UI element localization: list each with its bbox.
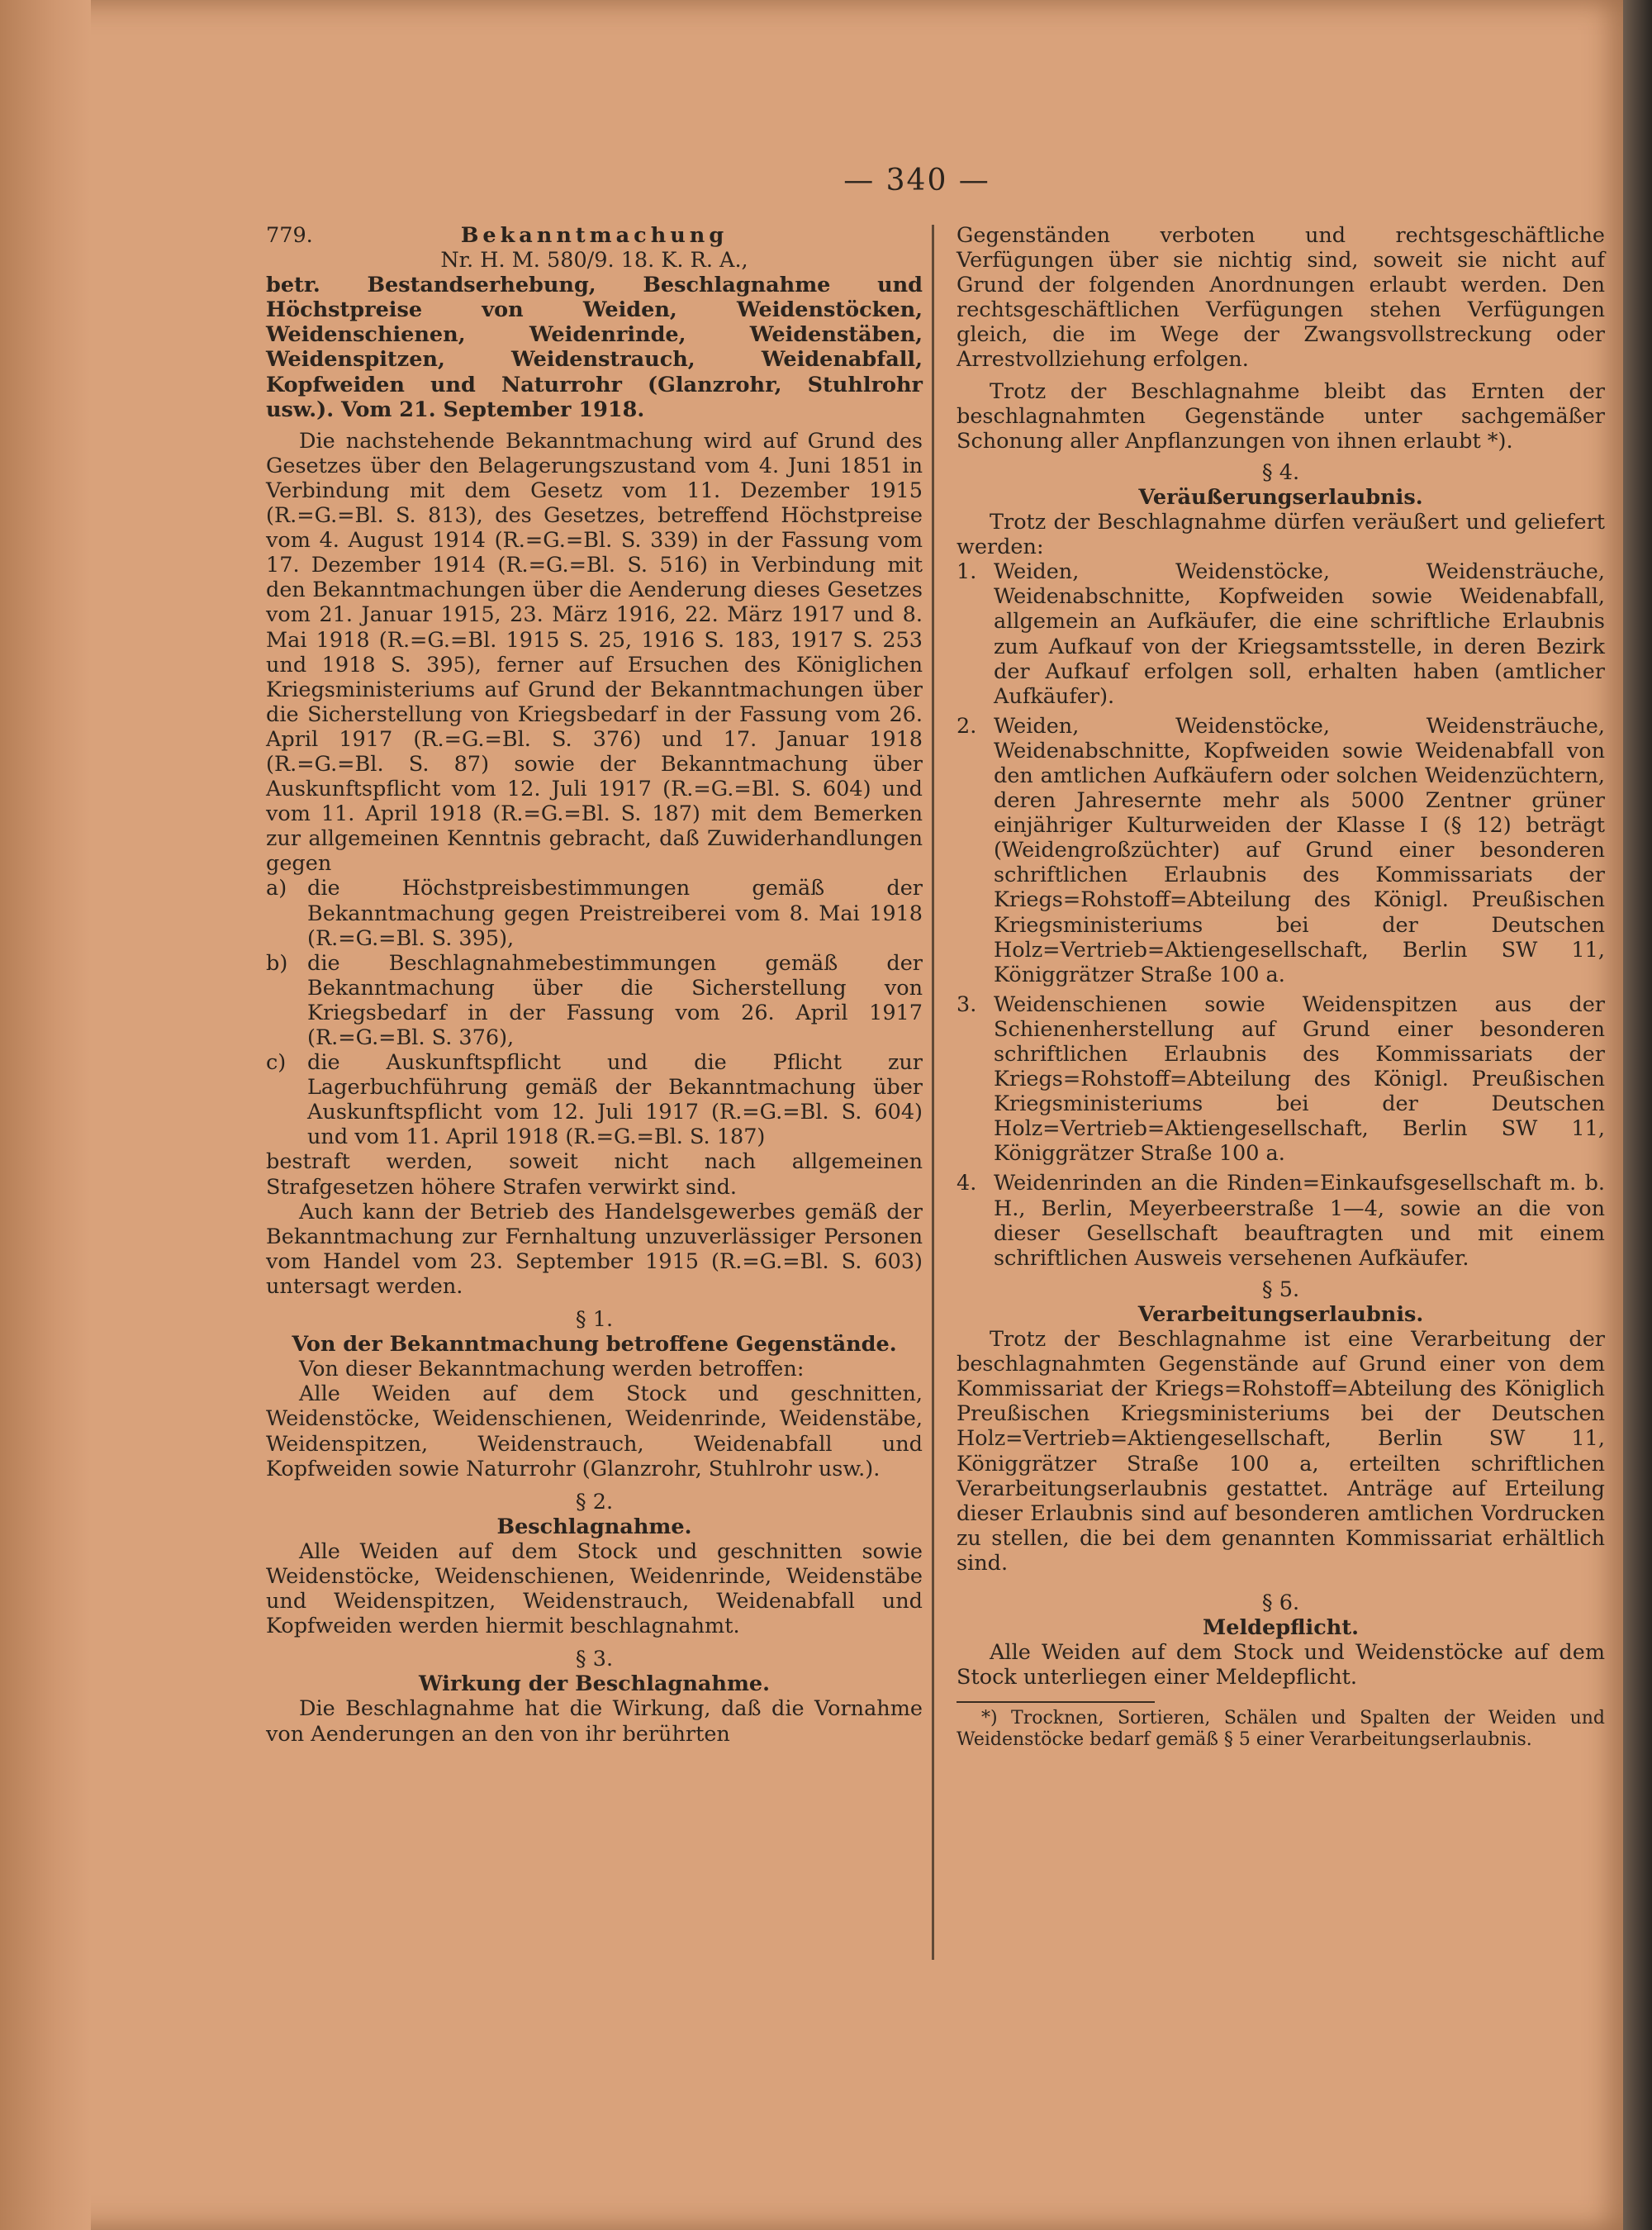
list-marker: 2. [957, 713, 977, 739]
list-marker: c) [266, 1050, 287, 1076]
notice-number: 779. [266, 223, 313, 248]
section-heading: Veräußerungserlaubnis. [1138, 484, 1423, 510]
right-column [957, 223, 1605, 1751]
section-paragraph: Alle Weiden auf dem Stock und Weidenstöcke auf dem Stock unterliegen einer Meldepflicht. [957, 1640, 1605, 1690]
list-marker: 3. [957, 991, 977, 1017]
section-heading: Meldepflicht. [1203, 1615, 1359, 1641]
section-number: § 1. [575, 1307, 614, 1333]
list-text: Weidenrinden an die Rinden=Einkaufsgesellschaft m. b. H., Berlin, Meyerbeerstraße 1—4, sowie an die von dieser Gesellschaft beauftragten und mit einem schriftlichen Ausweis versehenen Aufkäufer. [994, 1171, 1605, 1271]
list-marker: b) [266, 950, 288, 976]
section-number: § 3. [575, 1647, 614, 1672]
intro-paragraph: Die nachstehende Bekanntmachung wird auf Grund des Gesetzes über den Belagerungszustand vom 4. Juni 1851 in Verbindung mit dem Gesetz vom 11. Dezember 1915 (R.=G.=Bl. S. 813), des Gesetzes, betreffend Höchstpreise vom 4. August 1914 (R.=G.=Bl. S. 339) in der Fassung vom 17. Dezember 1914 (R.=G.=Bl. S. 516) in Verbindung mit den Bekanntmachungen über die Aenderung dieses Gesetzes vom 21. Januar 1915, 23. März 1916, 22. März 1917 und 8. Mai 1918 (R.=G.=Bl. 1915 S. 25, 1916 S. 183, 1917 S. 253 und 1918 S. 395), ferner auf Ersuchen des Königlichen Kriegsministeriums auf Grund der Bekanntmachungen über die Sicherstellung von Kriegsbedarf in der Fassung vom 26. April 1917 (R.=G.=Bl. S. 376) und 17. Januar 1918 (R.=G.=Bl. S. 87) sowie der Bekanntmachung über Auskunftspflicht vom 12. Juli 1917 (R.=G.=Bl. S. 604) und vom 11. April 1918 (R.=G.=Bl. S. 187) mit dem Bemerken zur allgemeinen Kenntnis gebracht, daß Zuwiderhandlungen gegen [266, 428, 923, 877]
section-paragraph: Alle Weiden auf dem Stock und geschnitten sowie Weidenstöcke, Weidenschienen, Weidenrinde, Weidenstäbe und Weidenspitzen, Weidenstrauch, Weidenabfall und Kopfweiden werden hiermit beschlagnahmt. [266, 1538, 923, 1639]
list-text: die Höchstpreisbestimmungen gemäß der Bekanntmachung gegen Preistreiberei vom 8. Mai 1918 (R.=G.=Bl. S. 395), [307, 876, 923, 951]
list-text: Weiden, Weidenstöcke, Weidensträuche, Weidenabschnitte, Kopfweiden sowie Weidenabfall, allgemein an Aufkäufer, die eine schriftliche Erlaubnis zum Aufkauf von der Kriegsamtsstelle, in deren Bezirk der Aufkauf erfolgen soll, erhalten haben (amtlicher Aufkäufer). [994, 559, 1605, 709]
section-number: § 4. [1261, 459, 1300, 485]
list-marker: a) [266, 876, 287, 901]
section-heading: Wirkung der Beschlagnahme. [418, 1671, 771, 1697]
section-heading: Beschlagnahme. [496, 1514, 692, 1539]
penalty-paragraph: bestraft werden, soweit nicht nach allgemeinen Strafgesetzen höhere Strafen verwirkt sind. [266, 1149, 923, 1200]
section-paragraph: Trotz der Beschlagnahme ist eine Verarbeitung der beschlagnahmten Gegenstände auf Grund einer von dem Kommissariat der Kriegs=Rohstoff=Abteilung des Königlich Preußischen Kriegsministeriums bei der Deutschen Holz=Vertrieb=Aktiengesellschaft, Berlin SW 11, Königgrätzer Straße 100 a, erteilten schriftlichen Verarbeitungserlaubnis gestattet. Anträge auf Erteilung dieser Erlaubnis sind auf besonderen amtlichen Vordrucken zu stellen, die bei dem genannten Kommissariat erhältlich sind. [957, 1327, 1605, 1576]
book-edge [1623, 0, 1652, 2230]
notice-subject: betr. Bestandserhebung, Beschlagnahme und Höchstpreise von Weiden, Weidenstöcken, Weidenschienen, Weidenrinde, Weidenstäben, Weidenspitzen, Weidenstrauch, Weidenabfall, Kopfweiden und Naturrohr (Glanzrohr, Stuhlrohr usw.). Vom 21. September 1918. [266, 273, 923, 422]
section-number: § 6. [1261, 1590, 1300, 1615]
section-heading: Verarbeitungserlaubnis. [1137, 1301, 1424, 1327]
list-marker: 4. [957, 1171, 977, 1196]
page-number: — 340 — [843, 164, 990, 197]
list-item [957, 992, 1605, 1167]
list-item [957, 1171, 1605, 1270]
section-number: § 5. [1261, 1277, 1300, 1302]
left-column [266, 223, 923, 1747]
list-item [957, 714, 1605, 987]
list-text: die Beschlagnahmebestimmungen gemäß der Bekanntmachung über die Sicherstellung von Kriegsbedarf in der Fassung vom 26. April 1917 (R.=G.=Bl. S. 376), [307, 950, 923, 1050]
penalty-list [266, 876, 923, 1149]
section-paragraph: Von dieser Bekanntmachung werden betroffen: [299, 1357, 805, 1382]
list-item [957, 559, 1605, 709]
notice-title: Bekanntmachung [460, 223, 729, 248]
sale-permission-list [957, 559, 1605, 1271]
list-text: Weidenschienen sowie Weidenspitzen aus der Schienenherstellung auf Grund einer besonderen schriftlichen Erlaubnis des Kommissariats der Kriegs=Rohstoff=Abteilung des Königl. Preußischen Kriegsministeriums bei der Deutschen Holz=Vertrieb=Aktiengesellschaft, Berlin SW 11, Königgrätzer Straße 100 a. [994, 991, 1605, 1167]
notice-reference: Nr. H. M. 580/9. 18. K. R. A., [440, 248, 748, 273]
list-text: Weiden, Weidenstöcke, Weidensträuche, Weidenabschnitte, Kopfweiden sowie Weidenabfall von den amtlichen Aufkäufern oder solchen Weidenzüchtern, deren Jahresernte mehr als 5000 Zentner grüner einjähriger Kulturweiden der Klasse I (§ 12) beträgt (Weidengroßzüchter) auf Grund einer besonderen schriftlichen Erlaubnis des Kommissariats der Kriegs=Rohstoff=Abteilung des Königl. Preußischen Kriegsministeriums bei der Deutschen Holz=Vertrieb=Aktiengesellschaft, Berlin SW 11, Königgrätzer Straße 100 a. [994, 713, 1605, 987]
trade-paragraph: Auch kann der Betrieb des Handelsgewerbes gemäß der Bekanntmachung zur Fernhaltung unzuverlässiger Personen vom Handel vom 23. September 1915 (R.=G.=Bl. S. 603) untersagt werden. [266, 1199, 923, 1299]
continued-paragraph: Gegenständen verboten und rechtsgeschäftliche Verfügungen über sie nichtig sind, soweit sie nicht auf Grund der folgenden Anordnungen erlaubt werden. Den rechtsgeschäftlichen Verfügungen stehen Verfügungen gleich, die im Wege der Zwangsvollstreckung oder Arrestvollziehung erfolgen. [957, 223, 1605, 373]
binding-edge [0, 0, 91, 2230]
list-item [266, 1050, 923, 1149]
notice-title-line [266, 223, 923, 248]
list-marker: 1. [957, 559, 977, 585]
list-text: die Auskunftspflicht und die Pflicht zur Lagerbuchführung gemäß der Bekanntmachung über Auskunftspflicht vom 12. Juli 1917 (R.=G.=Bl. S. 604) und vom 11. April 1918 (R.=G.=Bl. S. 187) [307, 1050, 923, 1150]
list-item [266, 951, 923, 1050]
footnote: *) Trocknen, Sortieren, Schälen und Spalten der Weiden und Weidenstöcke bedarf gemäß § 5 einer Verarbeitungserlaubnis. [957, 1708, 1605, 1751]
footnote-rule [957, 1701, 1155, 1703]
section-paragraph: Alle Weiden auf dem Stock und geschnitten, Weidenstöcke, Weidenschienen, Weidenrinde, Weidenstäbe, Weidenspitzen, Weidenstrauch, Weidenabfall und Kopfweiden sowie Naturrohr (Glanzrohr, Stuhlrohr usw.). [266, 1381, 923, 1481]
list-item [266, 876, 923, 950]
section-number: § 2. [575, 1489, 614, 1514]
section-heading: Von der Bekanntmachung betroffene Gegenstände. [292, 1332, 897, 1357]
column-divider [932, 225, 934, 1960]
section-paragraph: Die Beschlagnahme hat die Wirkung, daß die Vornahme von Aenderungen an den von ihr berührten [266, 1696, 923, 1747]
harvest-paragraph: Trotz der Beschlagnahme bleibt das Ernten der beschlagnahmten Gegenstände unter sachgemäßer Schonung aller Anpflanzungen von ihnen erlaubt *). [957, 378, 1605, 454]
section-paragraph: Trotz der Beschlagnahme dürfen veräußert und geliefert werden: [957, 510, 1605, 560]
